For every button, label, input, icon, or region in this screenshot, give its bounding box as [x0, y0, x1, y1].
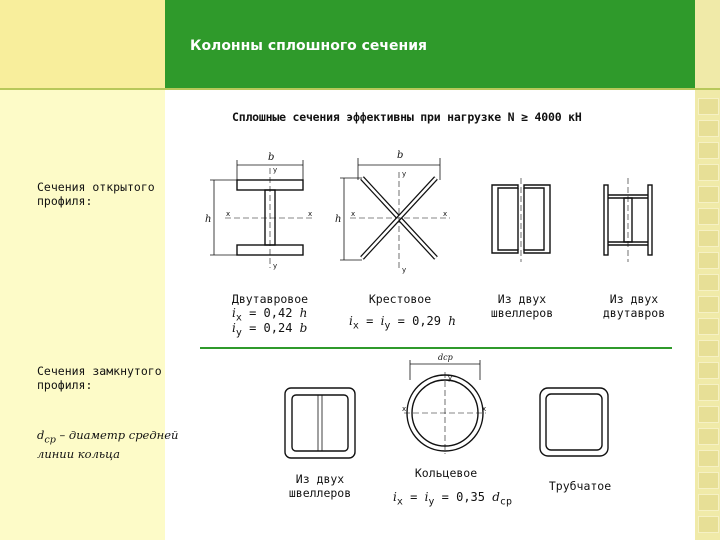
label-x: x [226, 210, 231, 218]
label-x: x [308, 210, 313, 218]
label-y: y [448, 374, 453, 382]
label-y: y [273, 166, 278, 174]
closed-channels-label: Из двух швеллеров [288, 472, 352, 500]
dcp-note: $d_{ср}$ – диаметр средней линии кольца [37, 428, 179, 462]
cross-label: Крестовое [368, 292, 432, 306]
cross-formula: $i_x = i_y = 0,29$ h [349, 314, 456, 332]
cross-drawing [340, 158, 450, 270]
two-ibeams-label: Из двух двутавров [602, 292, 666, 320]
two-channels-label: Из двух швеллеров [490, 292, 554, 320]
closed-channels-drawing [285, 388, 355, 458]
section-divider [200, 347, 672, 349]
subtitle: Сплошные сечения эффективны при нагрузке N ≥ 4000 кН [232, 110, 582, 124]
ibeam-formula-y: $i_y = 0,24$ b [232, 321, 308, 339]
label-b: b [397, 150, 404, 161]
label-dcp: dср [438, 353, 453, 362]
label-y: y [273, 262, 278, 270]
ring-formula: $i_x = i_y = 0,35$ $d_{ср}$ [393, 490, 512, 508]
label-x: x [482, 405, 487, 413]
label-h: h [335, 214, 342, 225]
ring-drawing [404, 360, 486, 454]
tube-drawing [540, 388, 608, 456]
ibeam-formula-x: $i_x = 0,42$ h [232, 306, 308, 324]
tube-label: Трубчатое [548, 479, 612, 493]
two-channels-drawing [492, 178, 550, 262]
page-title: Колонны сплошного сечения [190, 38, 427, 54]
label-x: x [402, 405, 407, 413]
label-b: b [268, 152, 275, 163]
label-y: y [402, 266, 407, 274]
label-x: x [351, 210, 356, 218]
two-ibeams-drawing [604, 178, 652, 262]
label-h: h [205, 214, 212, 225]
closed-section-heading: Сечения замкнутого профиля: [37, 364, 162, 392]
open-section-heading: Сечения открытого профиля: [37, 180, 155, 208]
label-x: x [443, 210, 448, 218]
ibeam-label: Двутавровое [231, 292, 309, 306]
ring-label: Кольцевое [414, 466, 478, 480]
label-y: y [402, 170, 407, 178]
